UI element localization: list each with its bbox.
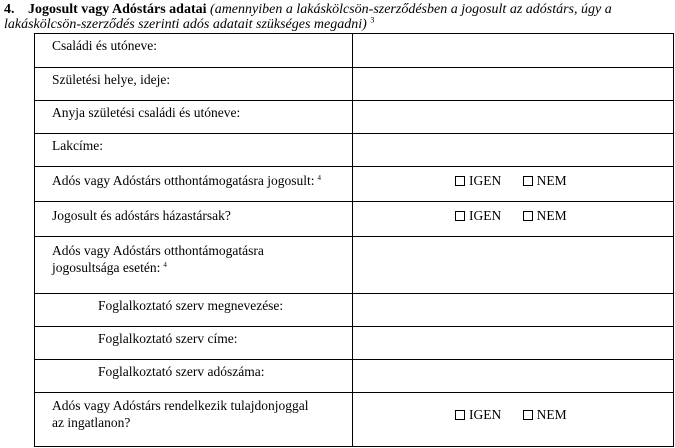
ownership-label-line2: az ingatlanon? [52,415,131,430]
birth-input[interactable] [353,68,673,100]
spouses-yes-checkbox[interactable] [455,211,465,221]
mother-name-input[interactable] [353,101,673,133]
no-label: NEM [536,173,567,188]
eligibility-input[interactable] [353,237,673,293]
section-heading [4,2,670,32]
row-divider [34,166,674,167]
footnote-ref: 4 [163,260,167,269]
row-divider [34,201,674,202]
footnote-ref: 3 [370,15,375,25]
ownership-choice [455,406,665,423]
employer-name-input[interactable] [353,294,673,326]
address-label: Lakcíme: [52,138,103,153]
no-label: NEM [536,407,567,422]
name-label: Családi és utóneve: [52,38,157,53]
eligible-no-checkbox[interactable] [523,176,533,186]
address-input[interactable] [353,134,673,166]
eligibility-label-line2: jogosultsága esetén: [52,260,161,275]
footnote-ref: 4 [317,173,321,182]
section-number: 4. [4,2,15,17]
ownership-no-checkbox[interactable] [523,410,533,420]
spouses-choice [455,207,665,224]
eligible-choice [455,172,665,189]
employer-tax-input[interactable] [353,360,673,392]
eligibility-label-line1: Adós vagy Adóstárs otthontámogatásra [52,243,264,258]
mother-name-label: Anyja születési családi és utóneve: [52,105,241,120]
no-label: NEM [536,208,567,223]
section-title: Jogosult vagy Adóstárs adatai [28,2,207,17]
section-note: (amennyiben a lakáskölcsön-szerződésben a jogosult az adóstárs, úgy a lakáskölcsön-szerződés szerinti adós adatait szükséges megadni) [4,2,612,32]
ownership-yes-checkbox[interactable] [455,410,465,420]
employer-address-input[interactable] [353,327,673,359]
employer-address-label: Foglalkoztató szerv címe: [98,331,238,346]
birth-label: Születési helye, ideje: [52,72,171,87]
name-input[interactable] [353,34,673,67]
ownership-label-line1: Adós vagy Adóstárs rendelkezik tulajdonjoggal [52,398,309,413]
eligible-label-text: Adós vagy Adóstárs otthontámogatásra jogosult: [52,173,315,188]
employer-name-label: Foglalkoztató szerv megnevezése: [98,298,284,313]
employer-tax-label: Foglalkoztató szerv adószáma: [98,364,265,379]
yes-label: IGEN [469,407,502,422]
spouses-no-checkbox[interactable] [523,211,533,221]
yes-label: IGEN [469,173,502,188]
eligibility-label [52,242,347,276]
spouses-label: Jogosult és adóstárs házastársak? [52,208,231,223]
ownership-label [52,397,347,431]
yes-label: IGEN [469,208,502,223]
eligible-label [52,172,347,189]
row-divider [34,392,674,393]
eligible-yes-checkbox[interactable] [455,176,465,186]
